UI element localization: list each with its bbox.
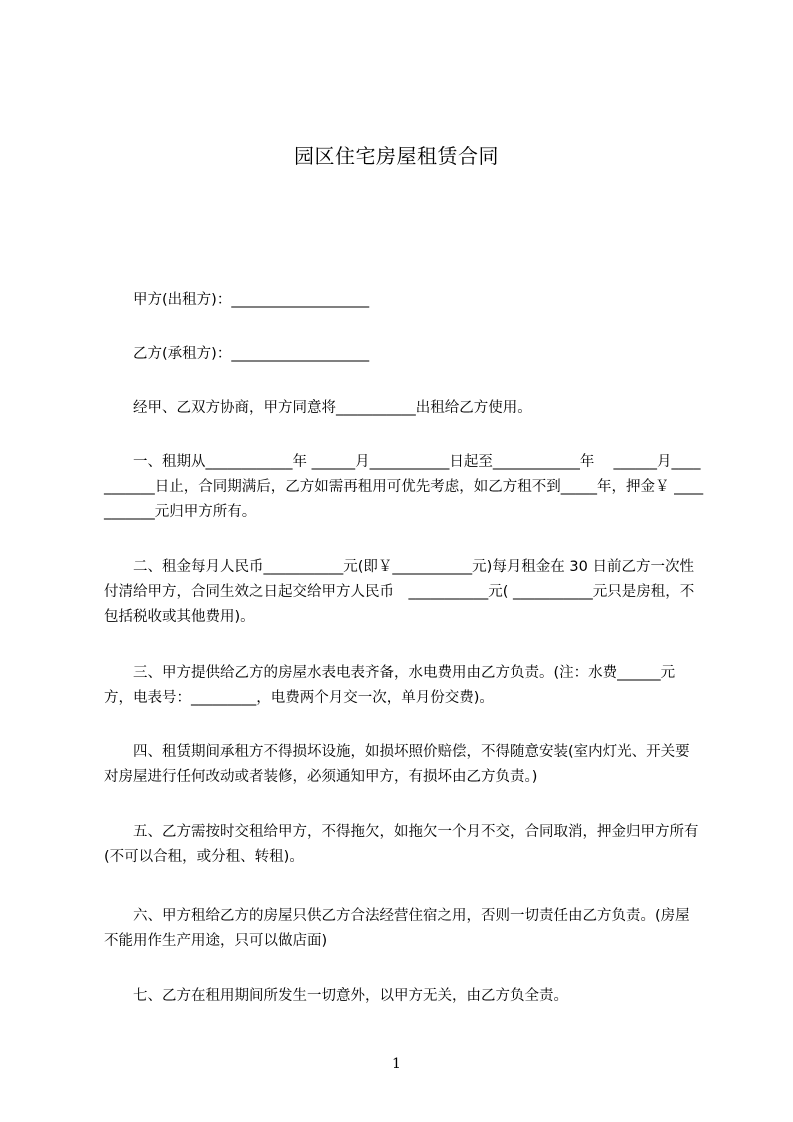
clause-5-payment: 五、乙方需按时交租给甲方，不得拖欠，如拖欠一个月不交，合同取消，押金归甲方所有(不可以合租，或分租、转租)。 <box>104 824 699 865</box>
party-b-line: 乙方(承租方)：___________________ <box>104 346 370 362</box>
clause-1-lease-term: 一、租期从____________年 ______月___________日起至____________年 ______月___________日止，合同期满后，乙方如需再租用可优先考虑，如乙方租不到_____年，押金￥ ___________元归甲方所有。 <box>104 454 704 520</box>
clause-2-rent: 二、租金每月人民币___________元(即￥___________元)每月租金在 30 日前乙方一次性付清给甲方，合同生效之日起交给甲方人民币 ___________元( ___________元只是房租，不包括税收或其他费用)。 <box>104 559 695 625</box>
party-a-line: 甲方(出租方)：___________________ <box>104 292 370 308</box>
clause-4-facilities: 四、租赁期间承租方不得损坏设施，如损坏照价赔偿，不得随意安装(室内灯光、开关要对房屋进行任何改动或者装修，必须通知甲方，有损坏由乙方负责。) <box>104 744 690 785</box>
agreement-intro: 经甲、乙双方协商，甲方同意将___________出租给乙方使用。 <box>104 400 532 416</box>
clause-7-liability: 七、乙方在租用期间所发生一切意外，以甲方无关，由乙方负全责。 <box>104 988 568 1004</box>
clause-6-usage: 六、甲方租给乙方的房屋只供乙方合法经营住宿之用，否则一切责任由乙方负责。(房屋不能用作生产用途，只可以做店面) <box>104 908 690 949</box>
clause-3-utilities: 三、甲方提供给乙方的房屋水表电表齐备，水电费用由乙方负责。(注：水费______元方，电表号：_________，电费两个月交一次，单月份交费)。 <box>104 665 676 706</box>
document-title: 园区住宅房屋租赁合同 <box>294 144 499 168</box>
page-number: 1 <box>392 1056 401 1072</box>
